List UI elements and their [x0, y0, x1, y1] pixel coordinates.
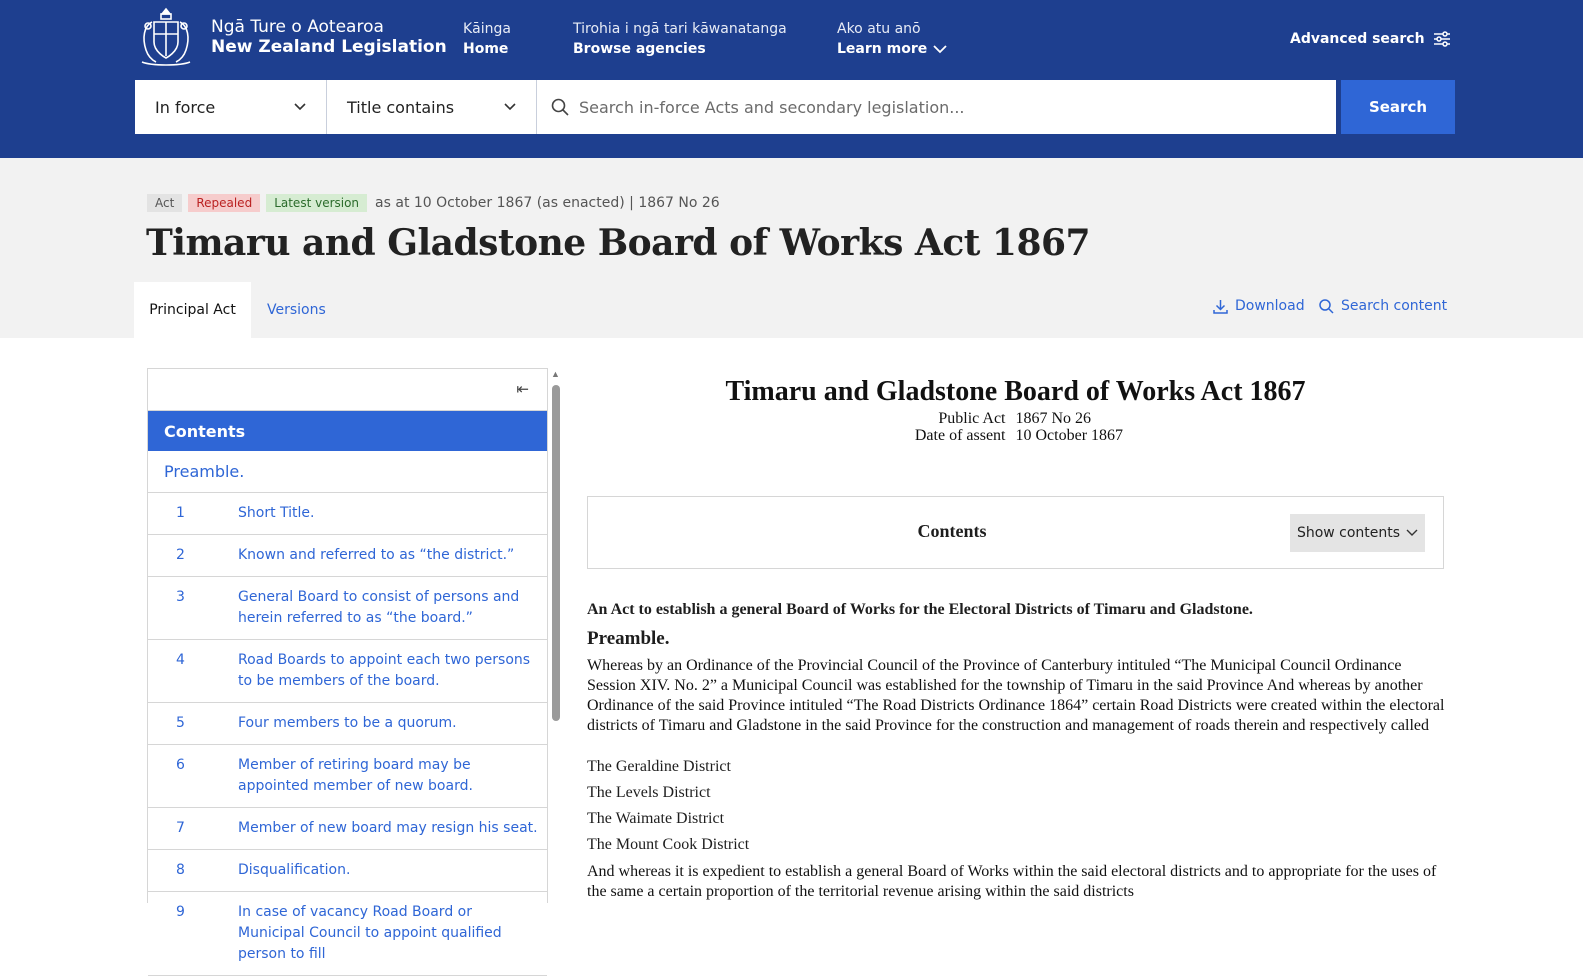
public-act-value: 1867 No 26	[1015, 410, 1092, 427]
download-link[interactable]	[1213, 298, 1305, 314]
act-document	[587, 372, 1444, 444]
brand-english: New Zealand Legislation	[211, 37, 447, 57]
contents-panel-heading: Contents	[917, 521, 987, 541]
toc-item-label: Member of new board may resign his seat.	[238, 820, 538, 836]
nav-learn-more[interactable]	[837, 20, 947, 60]
page-title: Timaru and Gladstone Board of Works Act 1867	[146, 222, 1091, 264]
nav-home[interactable]	[463, 20, 511, 60]
toc-item-label: Short Title.	[238, 505, 315, 521]
site-header	[0, 0, 1583, 158]
toc-item[interactable]	[148, 640, 547, 703]
nav-learn-maori: Ako atu anō	[837, 21, 921, 37]
nav-home-maori: Kāinga	[463, 21, 511, 37]
sliders-icon	[1433, 31, 1451, 47]
toc-toolbar	[148, 369, 547, 411]
toc-item-label: In case of vacancy Road Board or Municipal Council to appoint qualified person to fill	[238, 904, 502, 962]
chevron-down-icon	[1406, 529, 1418, 537]
district-item: The Mount Cook District	[587, 836, 750, 853]
toc-item-label: Road Boards to appoint each two persons to be members of the board.	[238, 652, 531, 689]
district-item: The Waimate District	[587, 810, 725, 827]
toc-item-label: Known and referred to as “the district.”	[238, 547, 515, 563]
assent-row	[587, 427, 1444, 444]
search-input[interactable]	[579, 98, 1319, 117]
search-content-link[interactable]	[1319, 298, 1447, 314]
download-icon	[1213, 299, 1228, 314]
preamble-text: Whereas by an Ordinance of the Provincial Council of the Province of Canterbury intituled “The Municipal Council Ordinance Session XIV. No. 2” a Municipal Council was established for the township of Timaru in the said Province And whereas by another Ordinance of the said Province intituled “The Road Districts Ordinance 1864” certain Road Districts were created within the electoral districts of Timaru and Gladstone in the said Province for the construction and management of roads therein and respectively called	[587, 657, 1445, 734]
chevron-down-icon	[294, 103, 306, 111]
coat-of-arms-icon[interactable]	[134, 6, 198, 70]
toc-item-number: 3	[176, 589, 185, 605]
toc-item[interactable]	[148, 745, 547, 808]
toc-item-number: 5	[176, 715, 185, 731]
badge-repealed: Repealed	[188, 194, 260, 212]
search-icon	[551, 98, 569, 116]
preamble-heading: Preamble.	[587, 628, 670, 649]
download-label: Download	[1235, 298, 1305, 314]
badge-latest-version: Latest version	[266, 194, 367, 212]
toc-item[interactable]	[148, 577, 547, 640]
act-title: Timaru and Gladstone Board of Works Act 1867	[725, 376, 1306, 407]
toc-item-label: Four members to be a quorum.	[238, 715, 457, 731]
search-icon	[1319, 299, 1334, 314]
toc-item-label: Disqualification.	[238, 862, 351, 878]
nav-browse-agencies[interactable]	[573, 20, 787, 60]
toc-item[interactable]	[148, 850, 547, 892]
toc-item-number: 6	[176, 757, 185, 773]
search-button[interactable]: Search	[1341, 80, 1455, 134]
toc-item[interactable]	[148, 535, 547, 577]
nav-learn-row	[837, 38, 947, 60]
toc-item-number: 9	[176, 904, 185, 920]
advanced-search-label: Advanced search	[1290, 31, 1425, 47]
toc-item-number: 1	[176, 505, 185, 521]
nav-browse-maori: Tirohia i ngā tari kāwanatanga	[573, 21, 787, 37]
toc-item-number: 8	[176, 862, 185, 878]
closing-text: And whereas it is expedient to establish a general Board of Works within the said electoral districts and to appropriate for the uses of the same a certain proportion of the territorial revenue arising within the said districts	[587, 863, 1437, 900]
table-of-contents	[147, 368, 548, 962]
chevron-down-icon	[933, 44, 947, 54]
toc-item[interactable]	[148, 808, 547, 850]
toc-preamble-link[interactable]: Preamble.	[148, 451, 547, 493]
act-long-title: An Act to establish a general Board of Works for the Electoral Districts of Timaru and Gladstone.	[587, 601, 1253, 618]
brand-maori: Ngā Ture o Aotearoa	[211, 17, 384, 37]
assent-label: Date of assent	[914, 427, 1006, 444]
toc-item-number: 4	[176, 652, 185, 668]
contents-panel	[587, 496, 1444, 569]
toc-item-number: 7	[176, 820, 185, 836]
toc-item[interactable]	[148, 493, 547, 535]
toc-item-label: General Board to consist of persons and herein referred to as “the board.”	[238, 589, 520, 626]
title-filter-select[interactable]	[327, 80, 537, 134]
district-item: The Levels District	[587, 784, 711, 801]
public-act-row	[587, 410, 1444, 427]
search-content-label: Search content	[1341, 298, 1448, 314]
tab-principal-act[interactable]: Principal Act	[134, 282, 251, 338]
version-meta: as at 10 October 1867 (as enacted) | 1867 No 26	[375, 195, 720, 211]
tab-versions[interactable]: Versions	[267, 302, 326, 318]
scroll-up-arrow-icon[interactable]: ▲	[551, 369, 560, 379]
toc-item[interactable]	[148, 892, 547, 976]
public-act-label: Public Act	[938, 410, 1006, 427]
nav-learn-label: Learn more	[837, 41, 928, 57]
chevron-down-icon	[504, 103, 516, 111]
nav-home-label: Home	[463, 41, 509, 57]
assent-value: 10 October 1867	[1015, 427, 1124, 444]
status-select-value: In force	[155, 97, 216, 117]
advanced-search-link[interactable]	[1290, 31, 1451, 47]
title-filter-value: Title contains	[347, 97, 455, 117]
search-bar	[135, 80, 1336, 134]
status-badges	[147, 194, 720, 212]
district-item: The Geraldine District	[587, 758, 731, 775]
show-contents-label: Show contents	[1296, 525, 1401, 541]
toc-item-label: Member of retiring board may be appointed member of new board.	[238, 757, 473, 794]
search-field	[537, 80, 1336, 134]
act-metadata	[587, 410, 1444, 444]
toc-item[interactable]	[148, 703, 547, 745]
collapse-sidebar-icon[interactable]: ⇤	[516, 381, 529, 398]
status-select[interactable]	[135, 80, 327, 134]
badge-act: Act	[147, 194, 182, 212]
site-brand[interactable]	[211, 17, 447, 57]
toc-scrollbar-thumb[interactable]	[552, 385, 560, 721]
toc-heading: Contents	[148, 411, 547, 451]
nav-browse-label: Browse agencies	[573, 41, 706, 57]
toc-item-number: 2	[176, 547, 185, 563]
show-contents-button[interactable]	[1290, 514, 1425, 552]
